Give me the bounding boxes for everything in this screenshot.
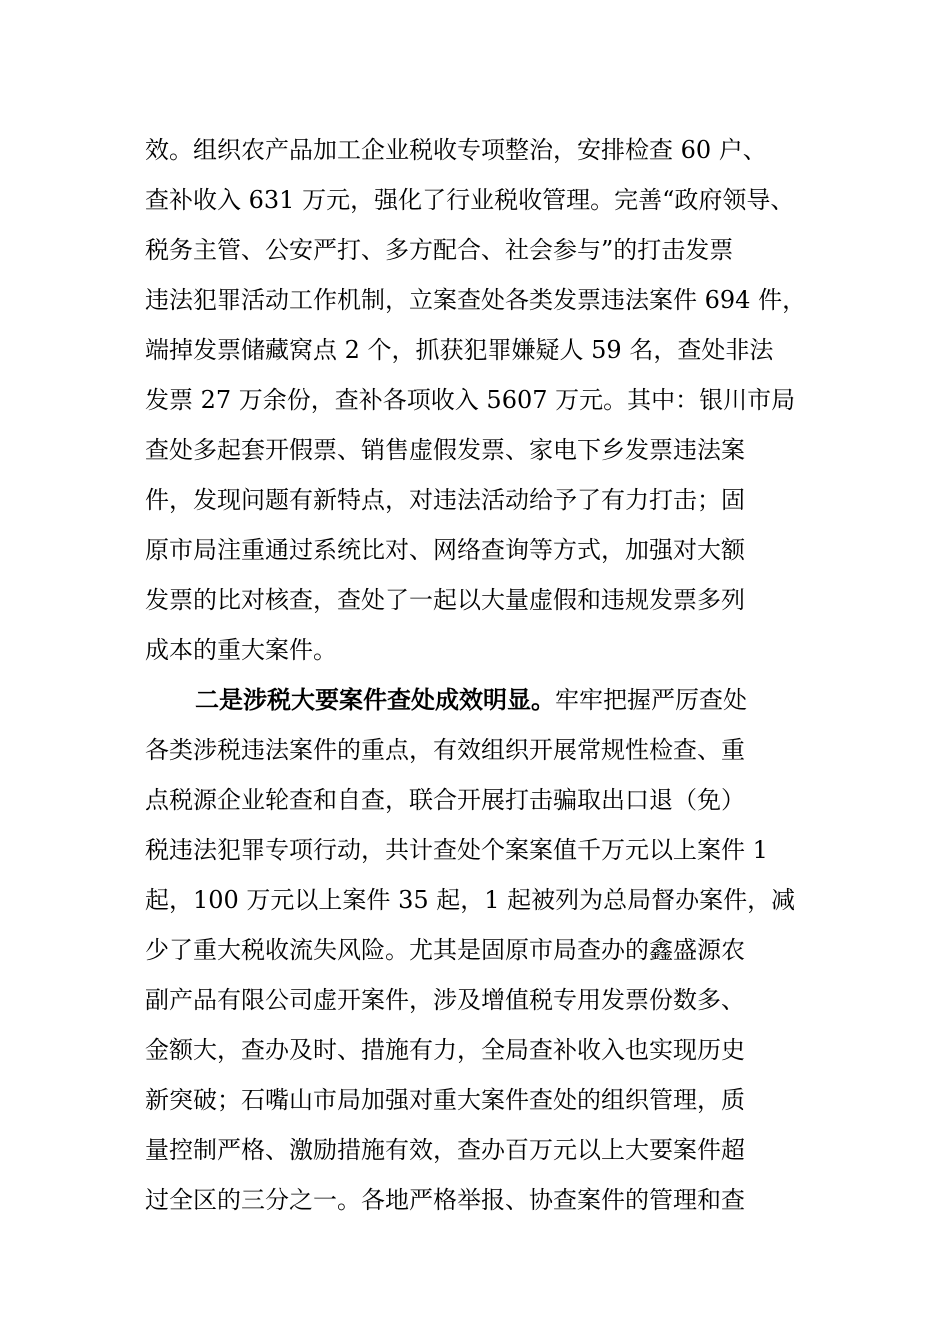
paragraph-line: 端掉发票储藏窝点 2 个，抓获犯罪嫌疑人 59 名，查处非法 [145,336,774,364]
paragraph-line: 成本的重大案件。 [145,636,337,664]
paragraph-line: 件，发现问题有新特点，对违法活动给予了有力打击；固 [145,486,745,514]
paragraph-line: 税务主管、公安严打、多方配合、社会参与”的打击发票 [145,236,734,264]
paragraph-line: 发票 27 万余份，查补各项收入 5607 万元。其中：银川市局 [145,386,796,414]
paragraph-2 [145,675,815,1225]
paragraph-line: 少了重大税收流失风险。尤其是固原市局查办的鑫盛源农 [145,936,745,964]
paragraph-line: 查处多起套开假票、销售虚假发票、家电下乡发票违法案 [145,436,745,464]
paragraph-line: 各类涉税违法案件的重点，有效组织开展常规性检查、重 [145,736,745,764]
paragraph-1 [145,125,815,675]
paragraph-first-line-text: 牢牢把握严厉查处 [555,686,747,714]
paragraph-line: 金额大，查办及时、措施有力，全局查补收入也实现历史 [145,1036,745,1064]
paragraph-line: 量控制严格、激励措施有效，查办百万元以上大要案件超 [145,1136,745,1164]
paragraph-first-line [145,675,815,725]
paragraph-line: 违法犯罪活动工作机制，立案查处各类发票违法案件 694 件， [145,286,807,314]
paragraph-line: 过全区的三分之一。各地严格举报、协查案件的管理和查 [145,1186,745,1214]
document-body [145,125,815,1225]
paragraph-line: 原市局注重通过系统比对、网络查询等方式，加强对大额 [145,536,745,564]
paragraph-line: 副产品有限公司虚开案件，涉及增值税专用发票份数多、 [145,986,745,1014]
paragraph-heading: 二是涉税大要案件查处成效明显。 [195,685,555,714]
paragraph-line: 查补收入 631 万元，强化了行业税收管理。完善“政府领导、 [145,186,795,214]
paragraph-line: 发票的比对核查，查处了一起以大量虚假和违规发票多列 [145,586,745,614]
paragraph-line: 效。组织农产品加工企业税收专项整治，安排检查 60 户、 [145,136,767,164]
paragraph-line: 税违法犯罪专项行动，共计查处个案案值千万元以上案件 1 [145,836,768,864]
paragraph-line: 点税源企业轮查和自查，联合开展打击骗取出口退（免） [145,786,745,814]
paragraph-line: 新突破；石嘴山市局加强对重大案件查处的组织管理，质 [145,1086,745,1114]
paragraph-line: 起，100 万元以上案件 35 起，1 起被列为总局督办案件，减 [145,886,796,914]
